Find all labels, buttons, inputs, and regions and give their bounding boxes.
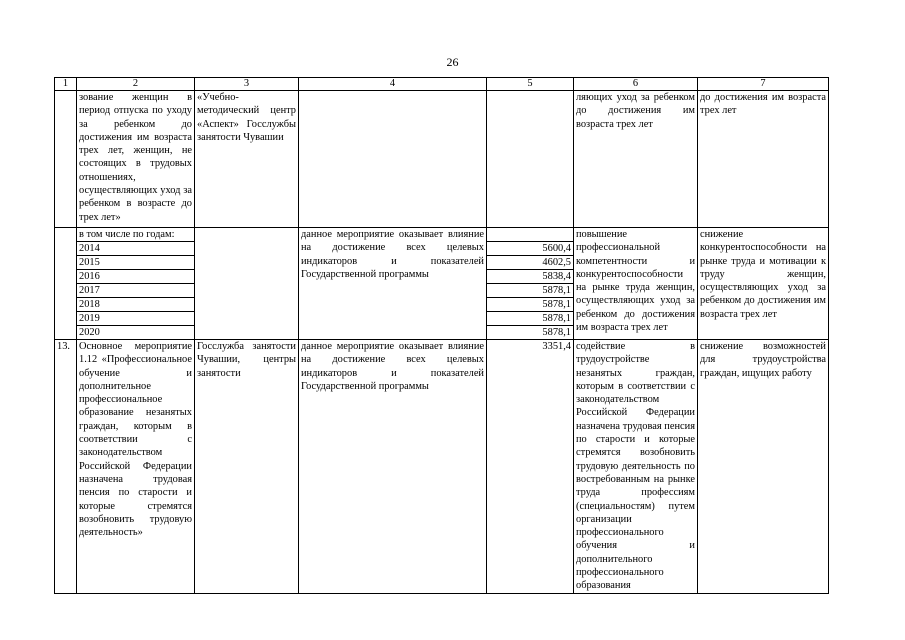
header-cell-4: 4 bbox=[299, 78, 487, 91]
year-value: 5878,1 bbox=[487, 298, 574, 312]
header-cell-2: 2 bbox=[77, 78, 195, 91]
continued-funding-cell bbox=[487, 91, 574, 228]
year-label: 2016 bbox=[77, 270, 195, 284]
year-value: 5878,1 bbox=[487, 312, 574, 326]
year-value: 5878,1 bbox=[487, 284, 574, 298]
year-label: 2017 bbox=[77, 284, 195, 298]
years-consequence-cell: снижение конкурентоспособности на рынке труда и мотивации к труду женщин, осуществляющих уход за ребенком до достижения им возраста трех лет bbox=[698, 228, 829, 340]
row-13-measure: Основное мероприятие 1.12 «Профессиональное обучение и дополнительное профессиональное образование незанятых граждан, которым в соответствии с законодательством Российской Федерации назначена трудовая пенсия по старости и которые стремятся возобновить трудовую деятельность» bbox=[77, 340, 195, 594]
year-label: 2018 bbox=[77, 298, 195, 312]
year-value: 5600,4 bbox=[487, 242, 574, 256]
years-intro-row bbox=[55, 228, 829, 242]
row-13-number: 13. bbox=[55, 340, 77, 594]
years-link-cell: данное мероприятие оказывает влияние на достижение всех целевых индикаторов и показателей Государственной программы bbox=[299, 228, 487, 340]
header-row bbox=[55, 78, 829, 91]
continued-row bbox=[55, 91, 829, 228]
year-value: 4602,5 bbox=[487, 256, 574, 270]
years-num-cell bbox=[55, 228, 77, 340]
header-cell-3: 3 bbox=[195, 78, 299, 91]
row-13-result: содействие в трудоустройстве незанятых граждан, которым в соответствии с законодательством Российской Федерации назначена трудовая пенсия по старости и которые стремятся возобновить трудовую деятельность по востребованным на рынке труда профессиям (специальностям) путем организации профессионального обучения и дополнительного профессионального образования bbox=[574, 340, 698, 594]
year-label: 2014 bbox=[77, 242, 195, 256]
continued-executor-cell: «Учебно-методический центр «Аспект» Госслужбы занятости Чувашии bbox=[195, 91, 299, 228]
years-result-cell: повышение профессиональной компетентности и конкурентоспособности на рынке труда женщин, осуществляющих уход за ребенком до достижения им возраста трех лет bbox=[574, 228, 698, 340]
year-value: 5878,1 bbox=[487, 326, 574, 340]
row-13-link: данное мероприятие оказывает влияние на достижение всех целевых индикаторов и показателей Государственной программы bbox=[299, 340, 487, 594]
header-cell-6: 6 bbox=[574, 78, 698, 91]
years-executor-cell bbox=[195, 228, 299, 340]
years-intro-value bbox=[487, 228, 574, 242]
header-cell-7: 7 bbox=[698, 78, 829, 91]
year-label: 2015 bbox=[77, 256, 195, 270]
page-number: 26 bbox=[446, 55, 459, 69]
row-13-executor: Госслужба занятости Чувашии, центры занятости bbox=[195, 340, 299, 594]
year-label: 2020 bbox=[77, 326, 195, 340]
continued-result-cell: ляющих уход за ребенком до достижения им возраста трех лет bbox=[574, 91, 698, 228]
continued-consequence-cell: до достижения им возраста трех лет bbox=[698, 91, 829, 228]
header-cell-5: 5 bbox=[487, 78, 574, 91]
row-13-consequence: снижение возможностей для трудоустройства граждан, ищущих работу bbox=[698, 340, 829, 594]
program-table bbox=[54, 77, 829, 594]
continued-measure-cell: зование женщин в период отпуска по уходу за ребенком до достижения им возраста трех лет, женщин, не состоящих в трудовых отношениях, осуществляющих уход за ребенком в возрасте до трех лет» bbox=[77, 91, 195, 228]
continued-link-cell bbox=[299, 91, 487, 228]
year-label: 2019 bbox=[77, 312, 195, 326]
row-13 bbox=[55, 340, 829, 594]
continued-num-cell bbox=[55, 91, 77, 228]
year-value: 5838,4 bbox=[487, 270, 574, 284]
row-13-funding: 3351,4 bbox=[487, 340, 574, 594]
header-cell-1: 1 bbox=[55, 78, 77, 91]
years-intro-label: в том числе по годам: bbox=[77, 228, 195, 242]
